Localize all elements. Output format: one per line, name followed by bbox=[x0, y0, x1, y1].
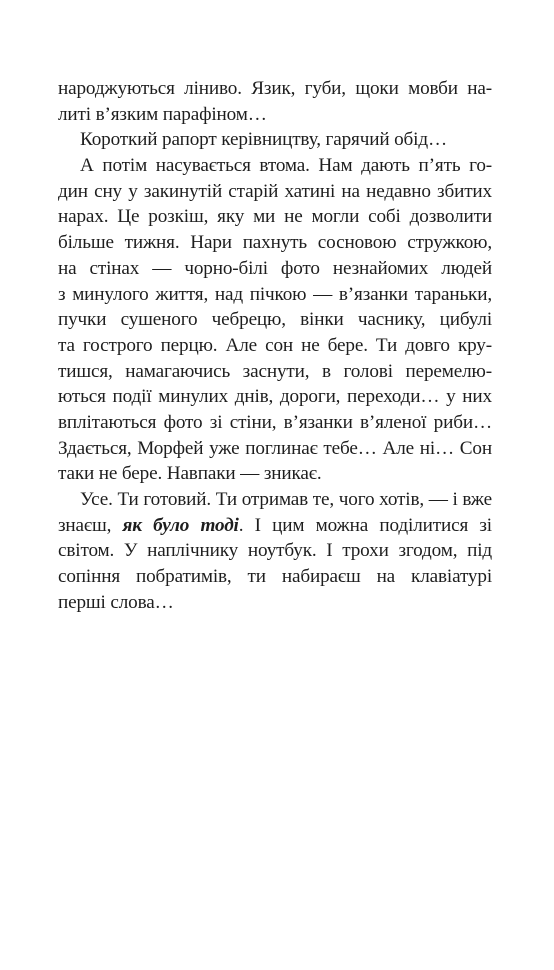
text-line: ються події минулих днів, дороги, переходи… у них bbox=[58, 386, 492, 408]
text-line: дин сну у закинутій старій хатині на недавно збитих bbox=[58, 180, 492, 202]
text-line: Короткий рапорт керівництву, гарячий обід… bbox=[80, 129, 447, 151]
text-line: таки не бере. Навпаки — зникає. bbox=[58, 463, 322, 485]
text-line: Здається, Морфей уже поглинає тебе… Але ні… Сон bbox=[58, 437, 492, 459]
paragraph bbox=[58, 127, 492, 153]
book-page bbox=[58, 76, 492, 615]
text-line: литі в’язким парафіном… bbox=[58, 103, 267, 125]
text-line: сопіння побратимів, ти набираєш на клавіатурі bbox=[58, 566, 492, 588]
text-line: перші слова… bbox=[58, 591, 174, 613]
emphasis-text: як було тоді bbox=[122, 514, 239, 536]
text-line bbox=[58, 513, 492, 539]
text-line: на стінах — чорно-білі фото незнайомих людей bbox=[58, 257, 492, 279]
paragraph bbox=[58, 153, 492, 487]
text-line: з минулого життя, над пічкою — в’язанки тараньки, bbox=[58, 283, 492, 305]
text-line: А потім насувається втома. Нам дають п’ять го- bbox=[80, 155, 492, 177]
text-line: та гострого перцю. Але сон не бере. Ти довго кру- bbox=[58, 334, 492, 356]
text-run: . І цим можна поділитися зі bbox=[238, 514, 492, 536]
text-line: більше тижня. Нари пахнуть сосновою стружкою, bbox=[58, 232, 492, 254]
text-line: Усе. Ти готовий. Ти отримав те, чого хотів, — і вже bbox=[80, 489, 492, 510]
text-line: народжуються ліниво. Язик, губи, щоки мовби на- bbox=[58, 78, 492, 99]
text-line: пучки сушеного чебрецю, вінки часнику, цибулі bbox=[58, 309, 492, 331]
text-line: нарах. Це розкіш, яку ми не могли собі дозволити bbox=[58, 206, 492, 228]
text-line: світом. У наплічнику ноутбук. І трохи згодом, під bbox=[58, 540, 492, 562]
text-run: знаєш, bbox=[58, 514, 123, 536]
text-line: вплітаються фото зі стіни, в’язанки в’яленої риби… bbox=[58, 411, 492, 433]
paragraph bbox=[58, 76, 492, 127]
paragraph bbox=[58, 487, 492, 615]
text-line: тишся, намагаючись заснути, в голові перемелю- bbox=[58, 360, 492, 382]
